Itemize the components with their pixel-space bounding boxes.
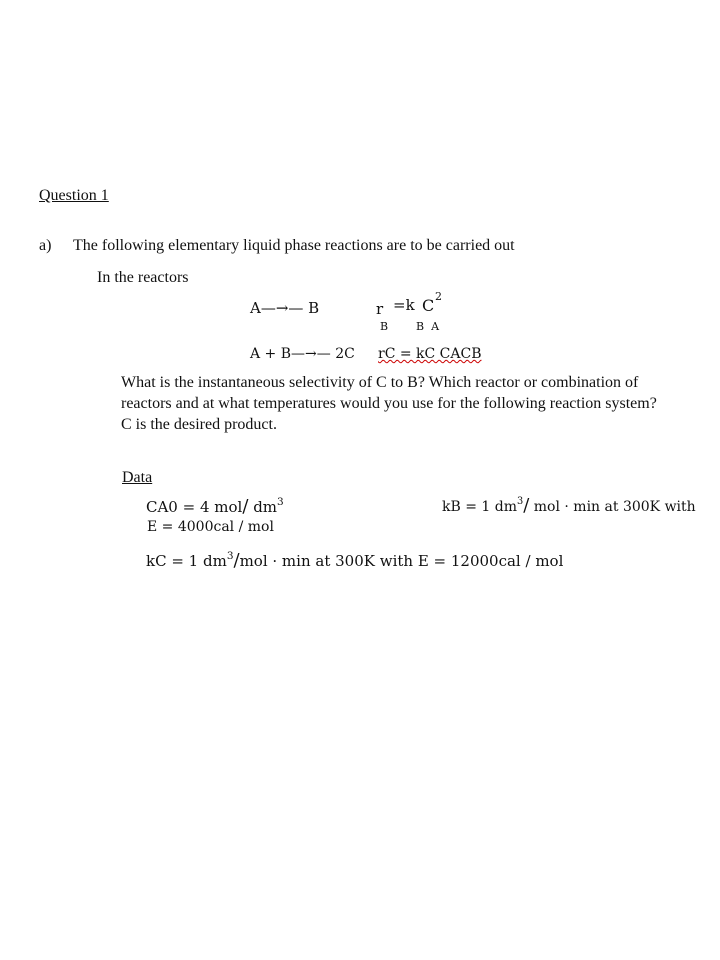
kc-main: kC = 1 dm [146,552,227,570]
reaction-2-rate: rC = kC CACB [378,346,482,362]
ca0-unit: dm [253,498,278,516]
part-label: a) [39,237,52,254]
kb-value [442,497,696,515]
reaction-1-equation: A—→— B [250,299,320,317]
kc-rest: mol · min at 300K with E = 12000cal / mol [239,552,564,570]
kc-value [146,551,563,570]
question-text: What is the instantaneous selectivity of C to B? Which reactor or combination of reactors and at what temperatures would you use for the following reaction system? [121,374,657,412]
desired-product: C is the desired product. [121,416,277,433]
reaction-1-rate-r: r [376,300,384,318]
reaction-1-rate-eq: =k [393,296,415,314]
question-paragraph [121,372,681,435]
kc-exp: 3 [226,550,234,562]
reaction-1-subscript-ba: B A [416,320,440,333]
kb-main: kB = 1 dm [442,499,517,515]
reaction-1-rate-c: C [422,296,435,315]
kb-rest: mol · min at 300K with [533,499,696,515]
question-heading: Question 1 [39,187,109,204]
data-heading: Data [122,469,153,486]
reaction-2-equation: A + B—→— 2C [250,346,355,362]
ca0-slash: / [242,496,249,517]
reaction-1-subscript-b: B [380,320,389,333]
eb-value: E = 4000cal / mol [147,519,274,535]
kb-slash: / [523,495,530,516]
ca0-value [146,497,284,516]
intro-text: The following elementary liquid phase reactions are to be carried out [73,237,515,254]
reaction-1-rate-exp: 2 [435,290,442,303]
kb-exp: 3 [517,496,524,507]
ca0-exp: 3 [277,496,284,508]
ca0-main: CA0 = 4 mol [146,498,243,516]
reactors-line: In the reactors [97,269,189,286]
kc-slash: / [233,550,240,571]
